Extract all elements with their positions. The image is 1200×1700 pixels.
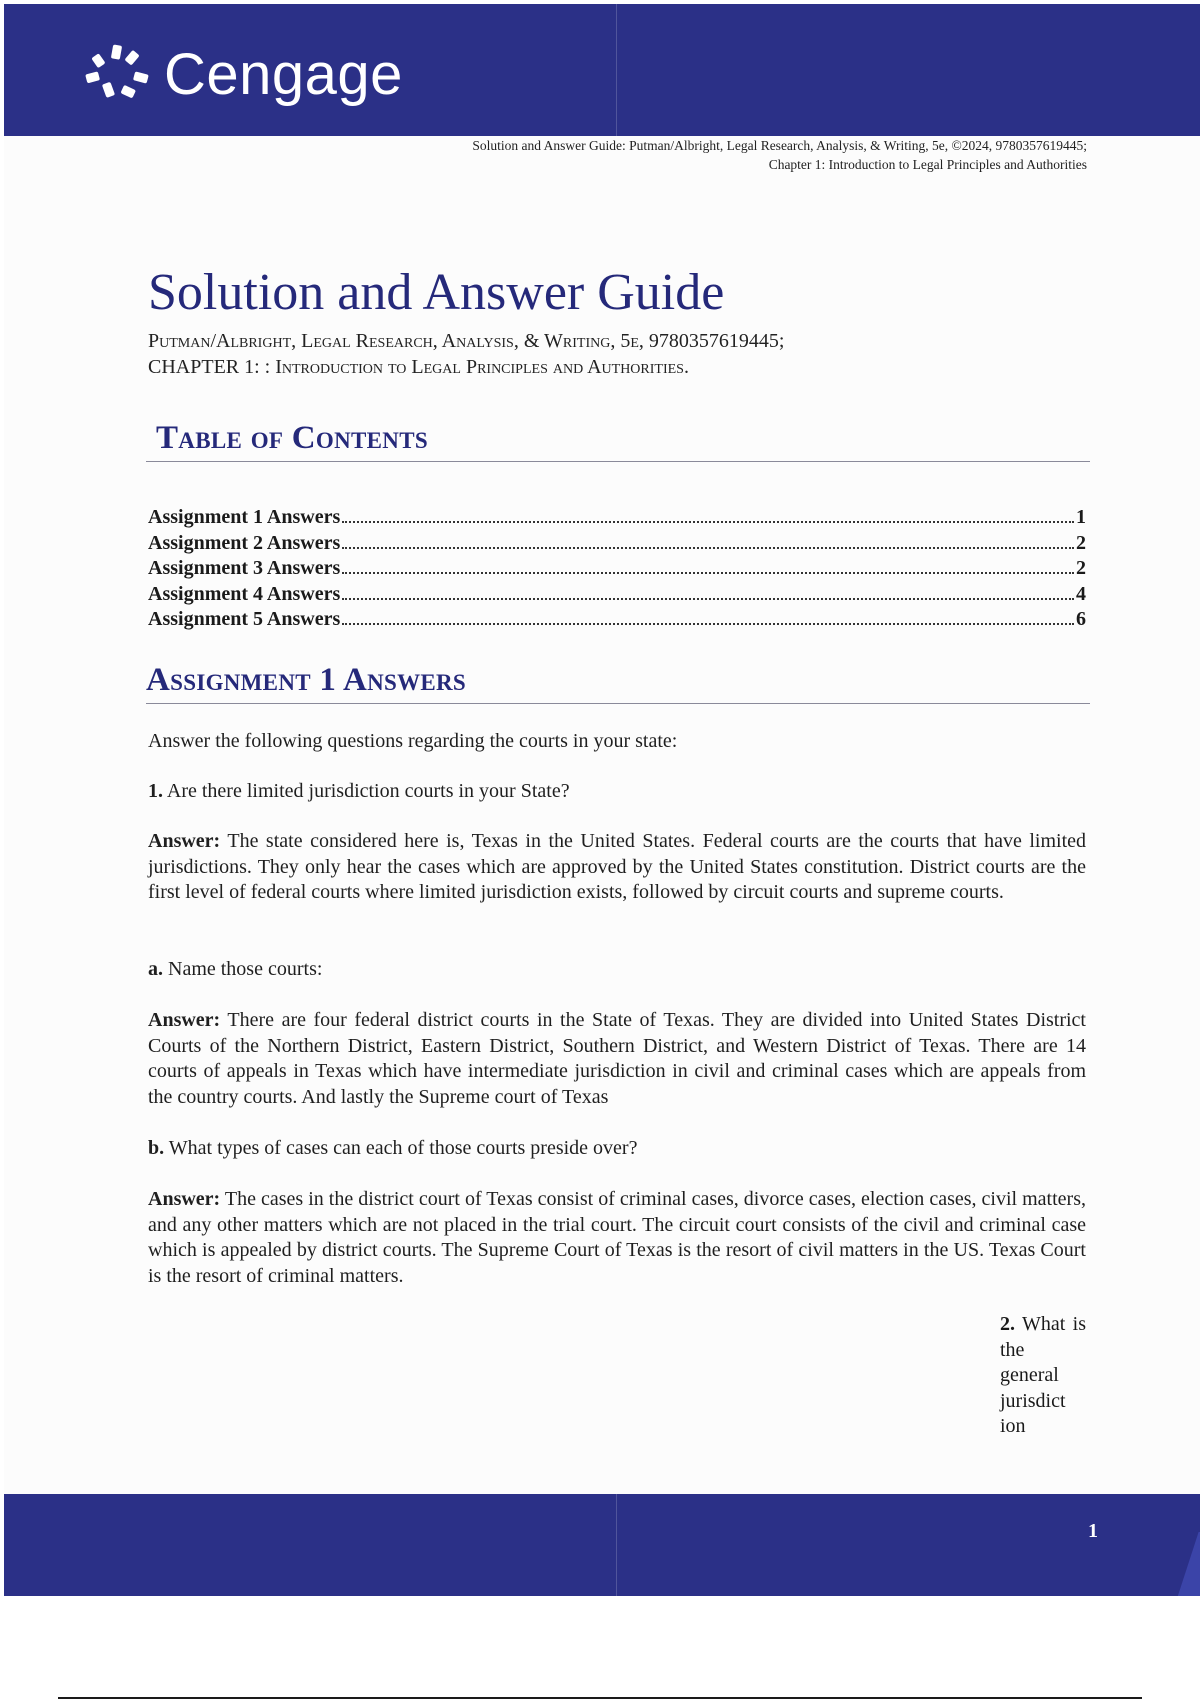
question-number: 1.: [148, 780, 163, 802]
answer-text: The state considered here is, Texas in the United States. Federal courts are the courts that have limited jurisdictions. They only hear the cases which are approved by the United States constitution. District courts are the first level of federal courts where limited jurisdiction exists, followed by circuit courts and supreme courts.: [148, 830, 1086, 903]
question-2-fragment: [1000, 1312, 1086, 1440]
toc-entry-page: 6: [1076, 608, 1086, 630]
toc-entry-assignment-2[interactable]: [148, 532, 1086, 558]
toc-entry-label: Assignment 1 Answers: [148, 506, 341, 528]
answer-label: Answer:: [148, 830, 221, 852]
question-number: a.: [148, 958, 163, 980]
question-number: 2.: [1000, 1313, 1015, 1335]
toc-entry-page: 2: [1076, 531, 1086, 554]
question-text: Are there limited jurisdiction courts in your State?: [163, 780, 570, 802]
question-text: What types of cases can each of those courts preside over?: [164, 1137, 638, 1159]
toc-heading: Table of Contents: [146, 422, 1090, 462]
footer-accent-shape: [1169, 1532, 1200, 1596]
toc-leader: [342, 623, 1074, 625]
toc-leader: [342, 572, 1074, 574]
running-head-line-1: Solution and Answer Guide: Putman/Albright, Legal Research, Analysis, & Writing, 5e, ©2024, 9780357619445;: [472, 138, 1087, 153]
footer-divider: [616, 1494, 617, 1596]
page-number: 1: [1088, 1520, 1098, 1542]
toc-entry-assignment-5[interactable]: [148, 608, 1086, 634]
page-bottom-rule: [58, 1697, 1142, 1699]
toc-entry-label: Assignment 5 Answers: [148, 608, 341, 630]
toc-entry-page: 1: [1076, 506, 1086, 528]
answer-1: [148, 829, 1086, 906]
document-title: Solution and Answer Guide: [148, 264, 725, 321]
question-1b: [148, 1136, 1086, 1162]
document-subtitle: [148, 328, 784, 380]
answer-text: The cases in the district court of Texas consist of criminal cases, divorce cases, election cases, civil matters, and any other matters which are not placed in the trial court. The circuit court consists of the civil and criminal case which is appealed by district courts. The Supreme Court of Texas is the resort of civil matters in the US. Texas Court is the resort of criminal matters.: [148, 1188, 1086, 1287]
answer-label: Answer:: [148, 1009, 221, 1031]
cengage-logo: [84, 40, 403, 110]
answer-1a: [148, 1008, 1086, 1110]
assignment-1-intro: [148, 729, 1086, 755]
intro-text: Answer the following questions regarding the courts in your state:: [148, 730, 678, 752]
question-text: What is the general jurisdict ion: [1000, 1313, 1086, 1437]
brand-name: Cengage: [164, 42, 403, 107]
header-banner: [4, 4, 1200, 136]
subtitle-line-1: Putman/Albright, Legal Research, Analysis, & Writing, 5e, 9780357619445;: [148, 330, 785, 352]
toc-leader: [342, 547, 1074, 549]
assignment-1-heading: Assignment 1 Answers: [146, 664, 1090, 704]
toc-entry-page: 2: [1076, 557, 1086, 579]
cengage-mark-icon: [84, 43, 154, 107]
toc-entry-label: Assignment 3 Answers: [148, 557, 341, 579]
toc-leader: [342, 521, 1074, 523]
toc-entry-assignment-3[interactable]: [148, 557, 1086, 583]
question-1a: [148, 957, 1086, 983]
subtitle-line-2: CHAPTER 1: : Introduction to Legal Principles and Authorities.: [148, 356, 689, 378]
question-number: b.: [148, 1137, 165, 1159]
toc-entry-assignment-1[interactable]: [148, 506, 1086, 532]
answer-label: Answer:: [148, 1188, 221, 1210]
answer-text: There are four federal district courts in the State of Texas. They are divided into United States District Courts of the Northern District, Eastern District, Southern District, and Western District of Texas. There are 14 courts of appeals in Texas which have intermediate jurisdiction in civil and criminal cases which are appeals from the country courts. And lastly the Supreme court of Texas: [148, 1009, 1086, 1108]
footer-banner: [4, 1494, 1200, 1596]
running-head: [472, 136, 1087, 174]
banner-divider: [616, 4, 617, 136]
toc-entry-label: Assignment 2 Answers: [148, 531, 341, 554]
answer-1b: [148, 1187, 1086, 1289]
toc-entry-label: Assignment 4 Answers: [148, 582, 341, 605]
question-1: [148, 779, 1086, 805]
question-text: Name those courts:: [163, 958, 323, 980]
running-head-line-2: Chapter 1: Introduction to Legal Principles and Authorities: [768, 157, 1087, 172]
table-of-contents: [148, 506, 1086, 634]
toc-entry-page: 4: [1076, 582, 1086, 605]
toc-leader: [342, 598, 1074, 600]
toc-entry-assignment-4[interactable]: [148, 583, 1086, 609]
